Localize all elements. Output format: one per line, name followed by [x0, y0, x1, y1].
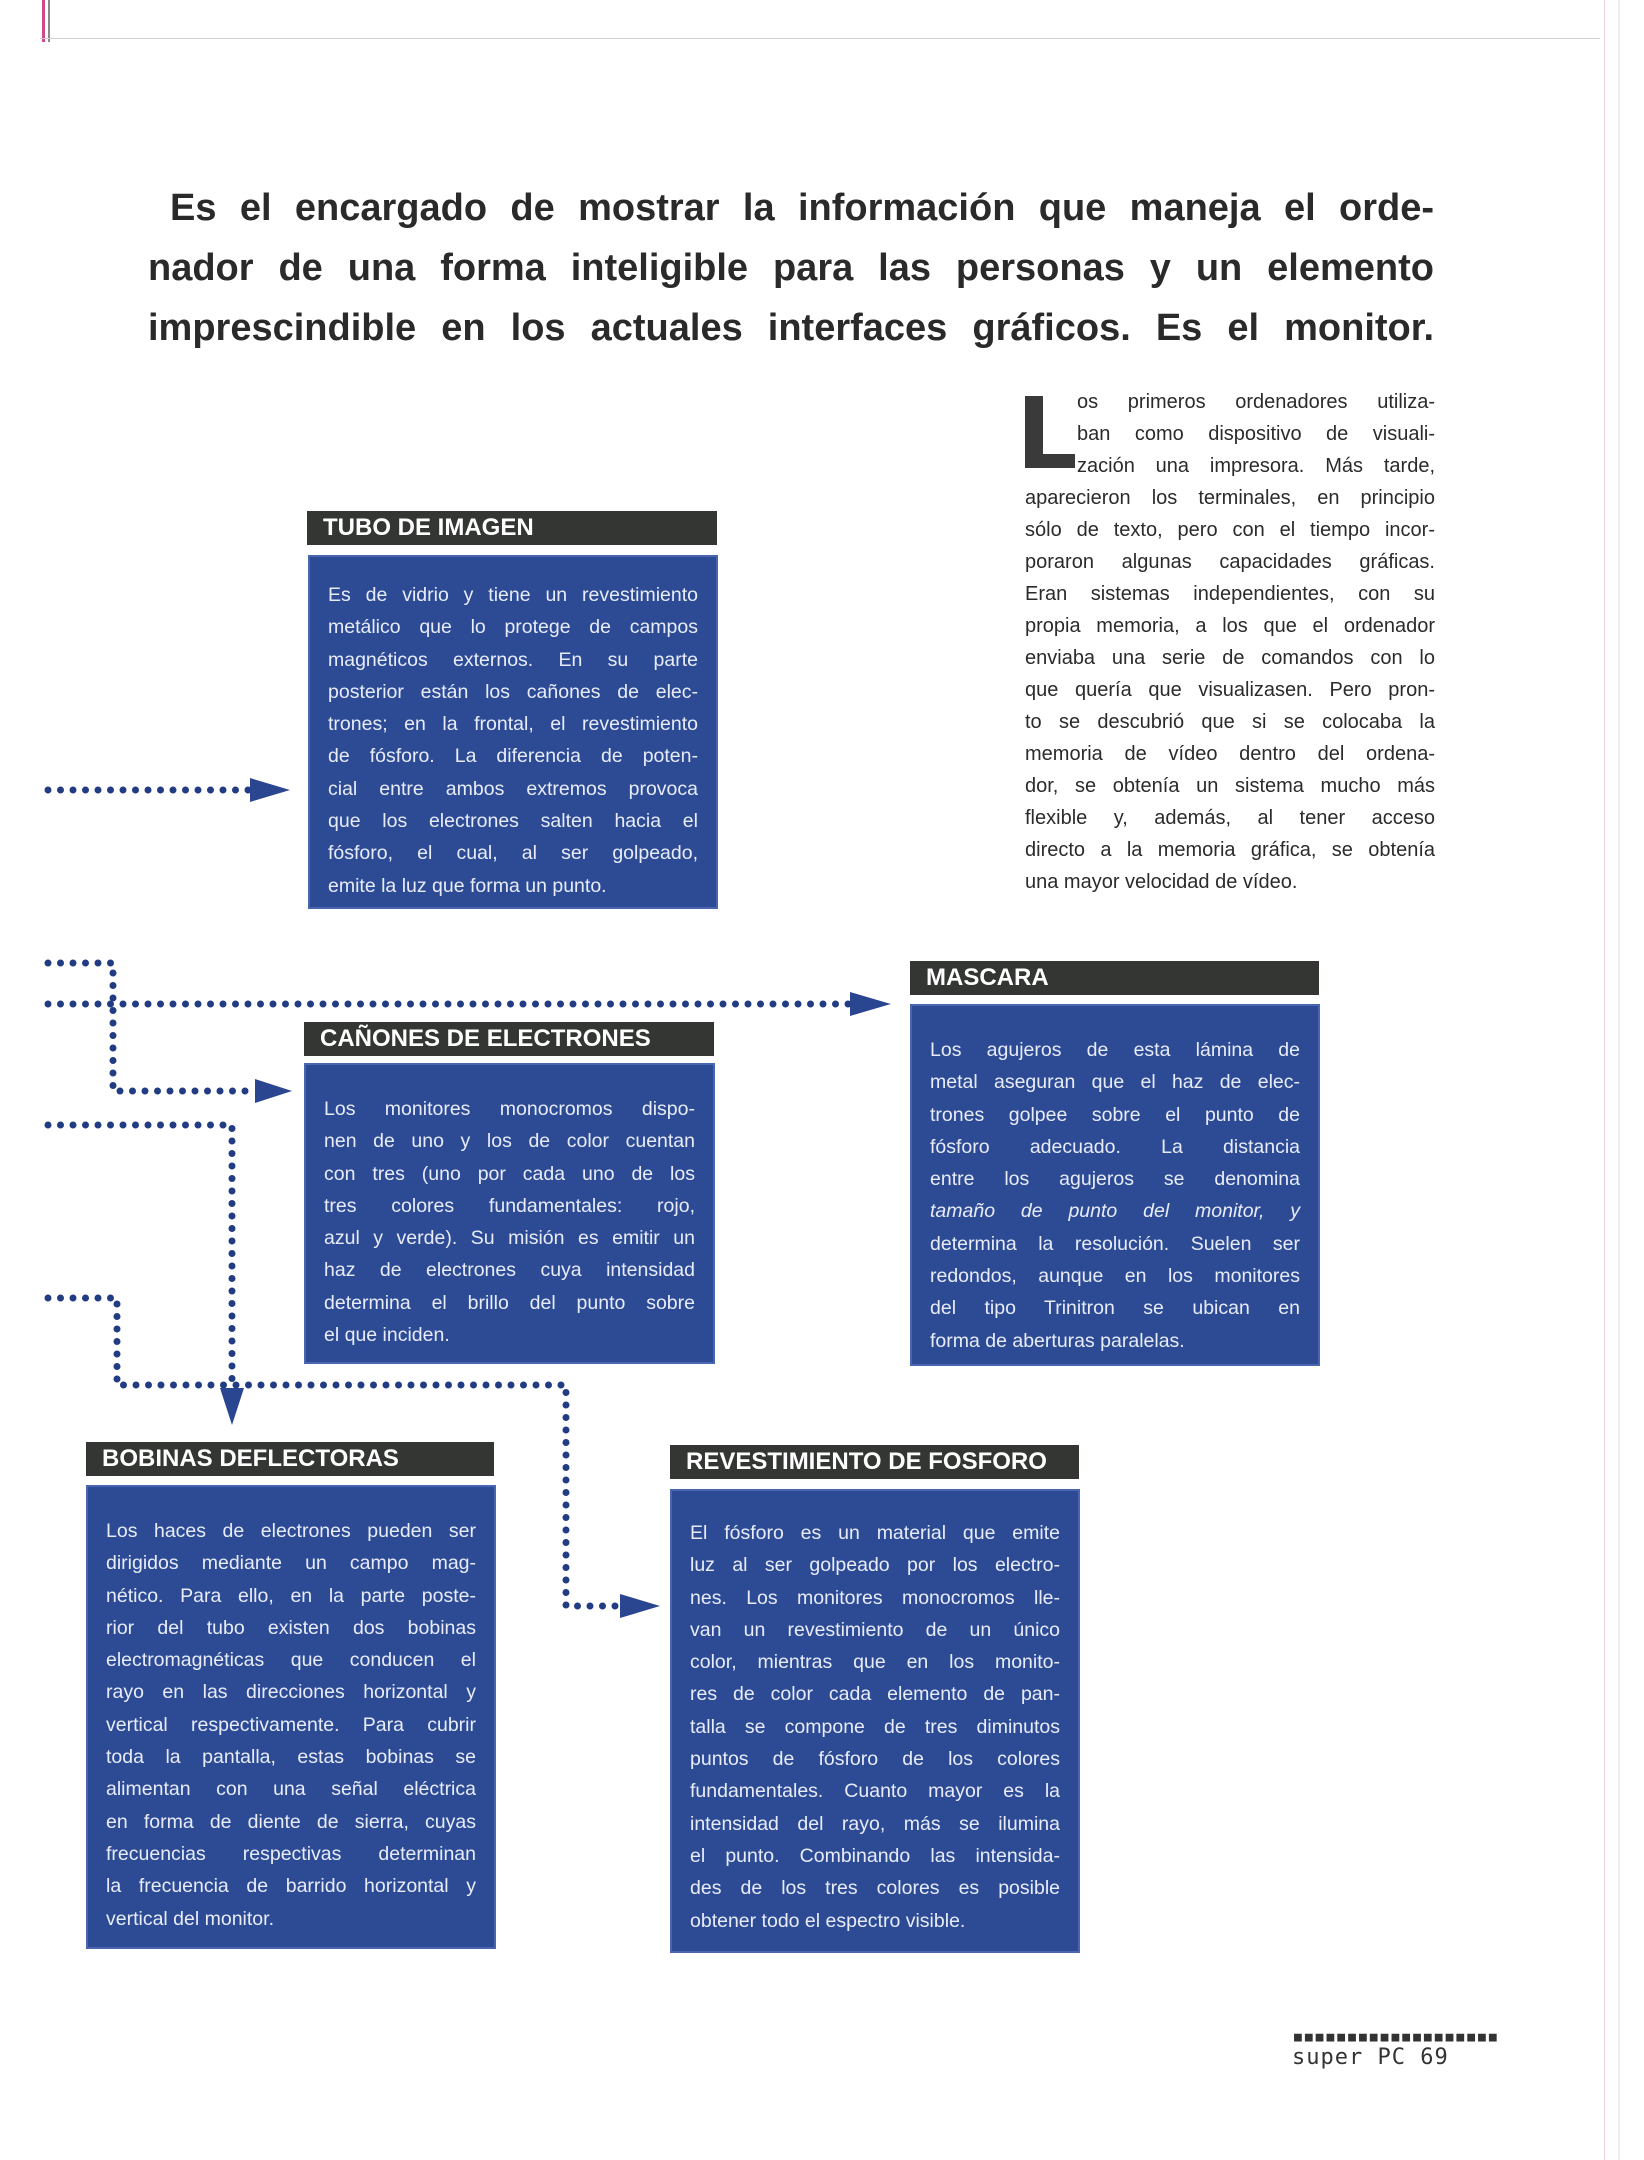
- text-line: metálico que lo protege de campos: [328, 616, 698, 639]
- text-line: una mayor velocidad de vídeo.: [1025, 871, 1298, 893]
- text-line: puntos de fósforo de los colores: [690, 1748, 1060, 1771]
- text-line: obtener todo el espectro visible.: [690, 1909, 966, 1932]
- text-line: dirigidos mediante un campo mag-: [106, 1552, 476, 1575]
- text-line: poraron algunas capacidades gráficas.: [1025, 551, 1435, 573]
- text-line: des de los tres colores es posible: [690, 1877, 1060, 1900]
- text-line: os primeros ordenadores utiliza-: [1077, 391, 1435, 413]
- text-line: propia memoria, a los que el ordenador: [1025, 615, 1435, 637]
- info-box-mascara: [910, 1004, 1320, 1366]
- page-number: 69: [1420, 2045, 1449, 2070]
- text-line: cial entre ambos extremos provoca: [328, 777, 698, 800]
- box-title-bobinas: BOBINAS DEFLECTORAS: [86, 1442, 494, 1476]
- text-line: Es de vidrio y tiene un revestimiento: [328, 584, 698, 606]
- arrowhead-icon: [220, 1388, 244, 1425]
- text-line: redondos, aunque en los monitores: [930, 1265, 1300, 1288]
- arrowhead-icon: [255, 1079, 292, 1103]
- text-line: nen de uno y los de color cuentan: [324, 1130, 695, 1153]
- text-line: emite la luz que forma un punto.: [328, 874, 607, 897]
- info-box-revestimiento: [670, 1489, 1080, 1953]
- info-box-tubo: [308, 555, 718, 909]
- text-line: fósforo, el cual, al ser golpeado,: [328, 842, 698, 865]
- text-line: vertical del monitor.: [106, 1907, 274, 1930]
- text-line: la frecuencia de barrido horizontal y: [106, 1875, 476, 1898]
- connector-canones: [48, 963, 255, 1091]
- text-line: flexible y, además, al tener acceso: [1025, 807, 1435, 829]
- text-line: fósforo adecuado. La distancia: [930, 1135, 1300, 1158]
- info-box-bobinas: [86, 1485, 496, 1949]
- text-line: intensidad del rayo, más se ilumina: [690, 1812, 1060, 1835]
- text-line: zación una impresora. Más tarde,: [1077, 455, 1435, 477]
- heading-line: imprescindible en los actuales interfaces gráficos. Es el monitor.: [148, 307, 1434, 349]
- text-line: Los monitores monocromos dispo-: [324, 1098, 695, 1120]
- arrowhead-icon: [250, 778, 290, 802]
- text-line: haz de electrones cuya intensidad: [324, 1259, 695, 1282]
- text-line: memoria de vídeo dentro del ordena-: [1025, 743, 1435, 765]
- connector-bobinas: [48, 1125, 232, 1390]
- text-line: tres colores fundamentales: rojo,: [324, 1194, 695, 1217]
- text-line: que quería que visualizasen. Pero pron-: [1025, 679, 1435, 701]
- text-line: nes. Los monitores monocromos lle-: [690, 1586, 1060, 1609]
- text-line: rayo en las direcciones horizontal y: [106, 1681, 476, 1704]
- text-line: de fósforo. La diferencia de poten-: [328, 745, 698, 768]
- box-title-tubo: TUBO DE IMAGEN: [307, 511, 717, 545]
- text-line: fundamentales. Cuanto mayor es la: [690, 1780, 1060, 1803]
- box-title-mascara: MASCARA: [910, 961, 1319, 995]
- text-line: sólo de texto, pero con el tiempo incor-: [1025, 519, 1435, 541]
- text-line: Los agujeros de esta lámina de: [930, 1039, 1300, 1061]
- text-line: ban como dispositivo de visuali-: [1077, 423, 1435, 445]
- text-line: aparecieron los terminales, en principio: [1025, 487, 1435, 509]
- text-line: to se descubrió que si se colocaba la: [1025, 711, 1435, 733]
- page-footer: [1292, 2045, 1449, 2070]
- heading-line: Es el encargado de mostrar la información que maneja el orde-: [170, 187, 1434, 229]
- text-line: el punto. Combinando las intensida-: [690, 1844, 1060, 1867]
- text-line: enviaba una serie de comandos con lo: [1025, 647, 1435, 669]
- text-line: con tres (uno por cada uno de los: [324, 1162, 695, 1185]
- text-line: res de color cada elemento de pan-: [690, 1683, 1060, 1706]
- text-line: dor, se obtenía un sistema mucho más: [1025, 775, 1435, 797]
- text-line: que los electrones salten hacia el: [328, 810, 698, 833]
- text-line: Eran sistemas independientes, con su: [1025, 583, 1435, 605]
- arrowhead-icon: [850, 992, 891, 1016]
- text-line: magnéticos externos. En su parte: [328, 648, 698, 671]
- text-line: metal aseguran que el haz de elec-: [930, 1071, 1300, 1094]
- text-line: rior del tubo existen dos bobinas: [106, 1616, 476, 1639]
- text-line: alimentan con una señal eléctrica: [106, 1778, 476, 1801]
- text-line: determina la resolución. Suelen ser: [930, 1232, 1300, 1255]
- text-line: forma de aberturas paralelas.: [930, 1329, 1185, 1352]
- text-line: luz al ser golpeado por los electro-: [690, 1554, 1060, 1577]
- text-line: vertical respectivamente. Para cubrir: [106, 1713, 476, 1736]
- arrowhead-icon: [620, 1594, 660, 1618]
- heading-line: nador de una forma inteligible para las personas y un elemento: [148, 247, 1434, 289]
- info-box-canones: [304, 1063, 715, 1364]
- text-line: El fósforo es un material que emite: [690, 1522, 1060, 1544]
- text-line: posterior están los cañones de elec-: [328, 680, 698, 703]
- text-line: talla se compone de tres diminutos: [690, 1715, 1060, 1738]
- text-line: determina el brillo del punto sobre: [324, 1291, 695, 1314]
- text-line: trones; en la frontal, el revestimiento: [328, 713, 698, 736]
- text-line: frecuencias respectivas determinan: [106, 1842, 476, 1865]
- text-line: toda la pantalla, estas bobinas se: [106, 1746, 476, 1769]
- box-title-revestimiento: REVESTIMIENTO DE FOSFORO: [670, 1445, 1079, 1479]
- text-line: directo a la memoria gráfica, se obtenía: [1025, 839, 1435, 861]
- text-line: azul y verde). Su misión es emitir un: [324, 1227, 695, 1250]
- footer-dots: ■■■■■■■■■■■■■■■■■■■: [1294, 2030, 1500, 2045]
- text-line: nético. Para ello, en la parte poste-: [106, 1584, 476, 1607]
- text-line: electromagnéticas que conducen el: [106, 1649, 476, 1672]
- text-line: van un revestimiento de un único: [690, 1618, 1060, 1641]
- text-line: entre los agujeros se denomina: [930, 1168, 1300, 1191]
- magazine-name: super PC: [1292, 2045, 1406, 2070]
- text-line: color, mientras que en los monito-: [690, 1651, 1060, 1674]
- text-line: trones golpee sobre el punto de: [930, 1103, 1300, 1126]
- text-line: el que inciden.: [324, 1324, 450, 1347]
- text-line: del tipo Trinitron se ubican en: [930, 1297, 1300, 1320]
- text-line: en forma de diente de sierra, cuyas: [106, 1810, 476, 1833]
- text-line: tamaño de punto del monitor, y: [930, 1200, 1300, 1223]
- box-title-canones: CAÑONES DE ELECTRONES: [304, 1022, 714, 1056]
- text-line: Los haces de electrones pueden ser: [106, 1520, 476, 1542]
